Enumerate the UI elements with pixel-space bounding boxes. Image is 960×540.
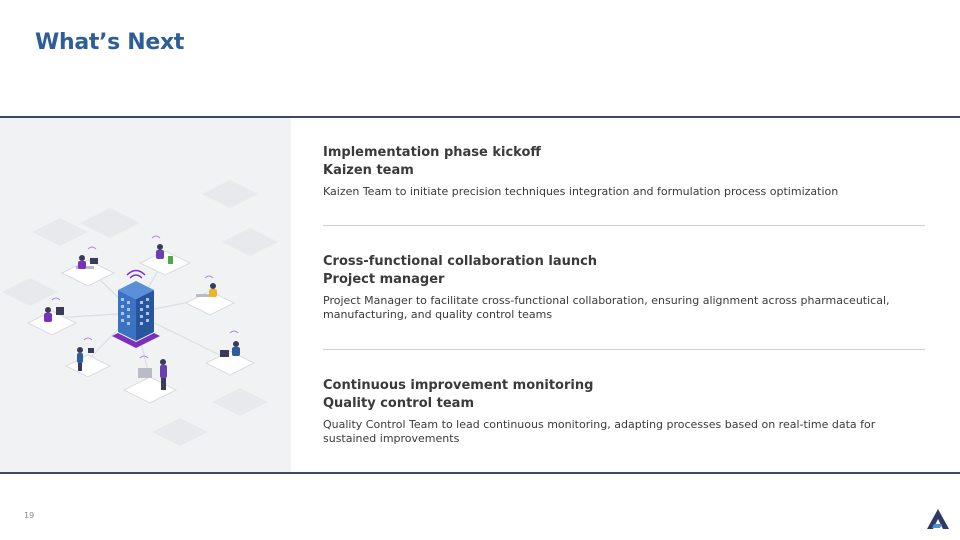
next-step-description: Quality Control Team to lead continuous monitoring, adapting processes based on real-time data for sustained improvements (323, 418, 876, 445)
next-steps-list (323, 118, 925, 472)
next-step-title: Continuous improvement monitoring (323, 378, 594, 393)
next-step-description: Project Manager to facilitate cross-functional collaboration, ensuring alignment across pharmaceutical, manufacturing, and quality control teams (323, 294, 890, 321)
next-step-description: Kaizen Team to initiate precision techniques integration and formulation process optimization (323, 185, 839, 198)
next-step-title: Cross-functional collaboration launch (323, 254, 598, 269)
next-step-item (323, 377, 925, 446)
bottom-divider-line (0, 472, 960, 474)
next-step-title: Implementation phase kickoff (323, 145, 541, 160)
next-step-owner: Quality control team (323, 396, 474, 411)
page-title: What’s Next (35, 30, 185, 55)
item-divider (323, 349, 925, 350)
item-divider (323, 225, 925, 226)
next-step-item (323, 253, 925, 322)
next-step-owner: Kaizen team (323, 163, 414, 178)
office-building-icon (112, 271, 160, 349)
page-number: 19 (24, 511, 35, 520)
company-logo-icon (927, 509, 949, 533)
next-step-item (323, 144, 925, 199)
next-step-owner: Project manager (323, 272, 445, 287)
remote-work-network-illustration (0, 118, 291, 472)
